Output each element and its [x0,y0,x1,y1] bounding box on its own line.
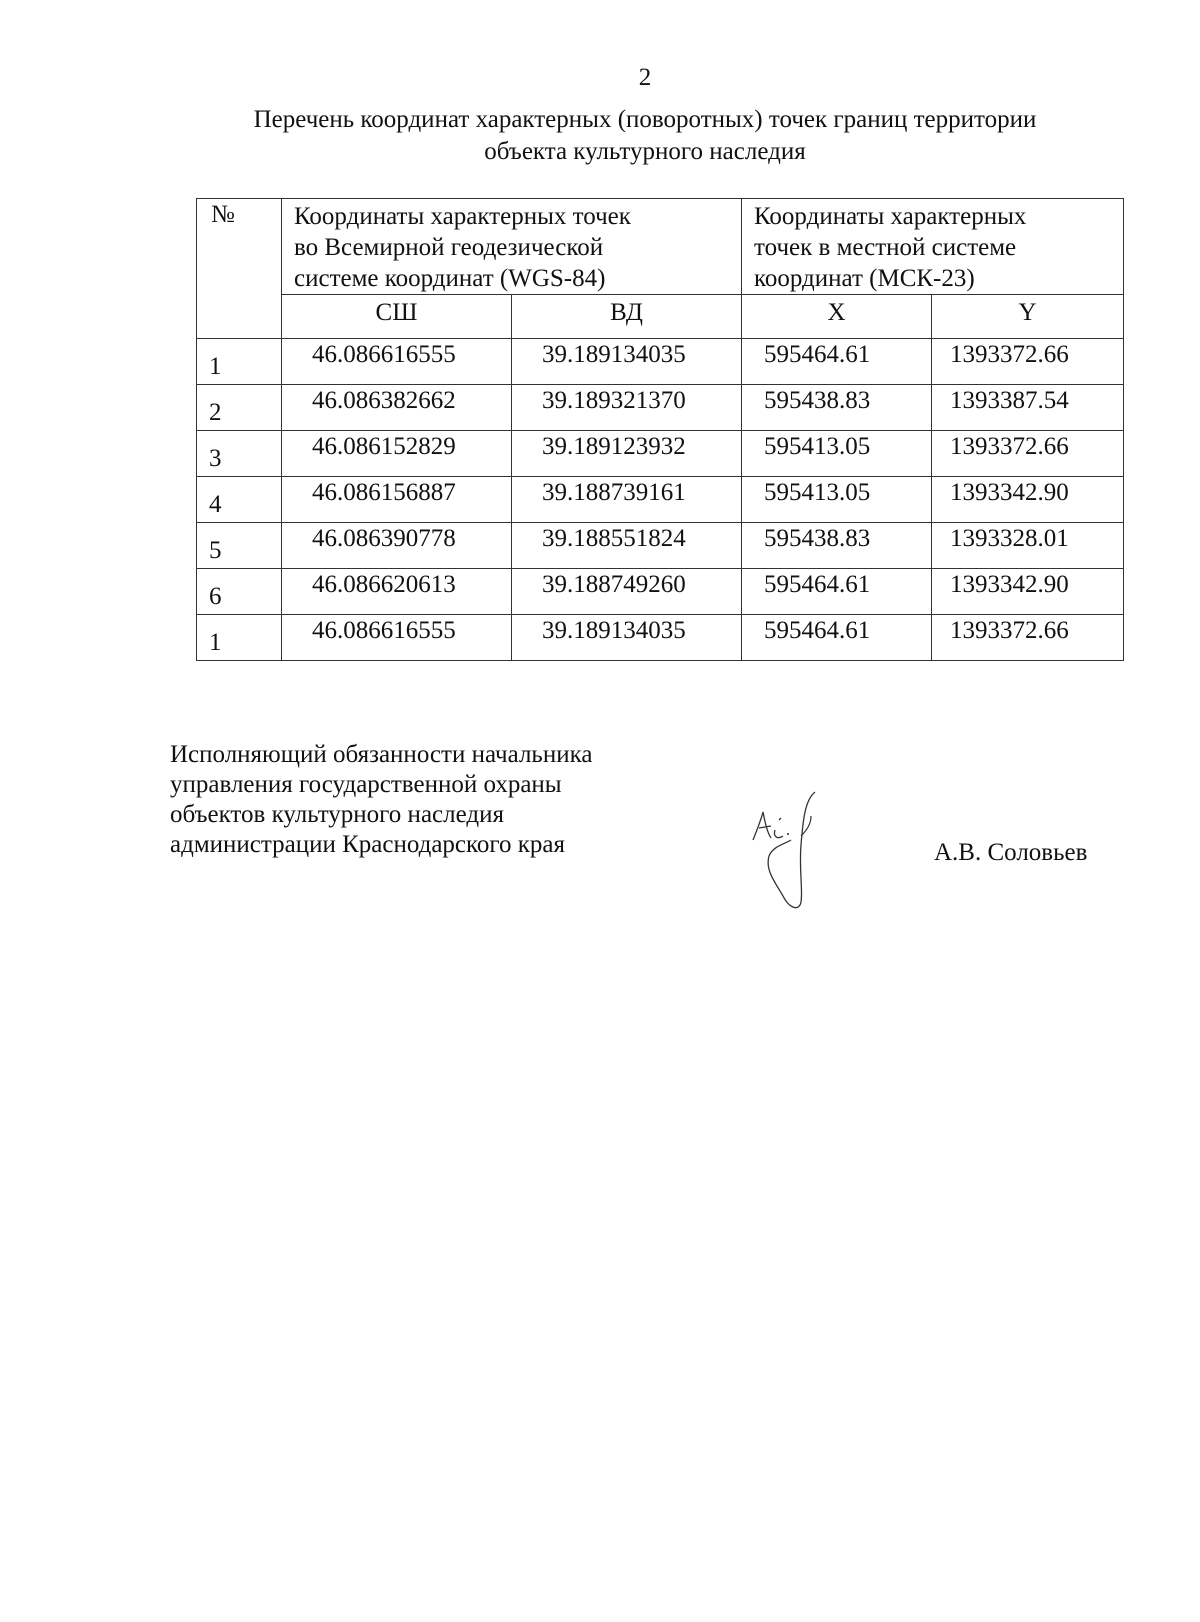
y-cell: 1393372.66 [932,431,1124,477]
longitude-cell: 39.188749260 [512,569,742,615]
table-row [197,523,1124,569]
subheader-x: X [742,295,932,339]
signatory-position-line-4: администрации Краснодарского края [170,831,566,858]
point-number: 2 [197,385,282,431]
signatory-position-line-2: управления государственной охраны [170,771,562,798]
y-cell: 1393372.66 [932,615,1124,661]
page-number: 2 [638,64,652,91]
header-wgs84 [282,199,742,295]
longitude-cell: 39.188739161 [512,477,742,523]
document-title [150,104,1140,168]
point-number: 1 [197,615,282,661]
table-subheader-row [197,295,1124,339]
table-row [197,615,1124,661]
subheader-longitude: ВД [512,295,742,339]
longitude-cell: 39.188551824 [512,523,742,569]
header-wgs84-line-1: Координаты характерных точек [294,203,631,230]
header-wgs84-line-2: во Всемирной геодезической [294,234,604,261]
signer-name: А.В. Соловьев [934,839,1088,866]
table-row [197,477,1124,523]
point-number: 6 [197,569,282,615]
x-cell: 595464.61 [742,615,932,661]
point-number: 4 [197,477,282,523]
latitude-cell: 46.086382662 [282,385,512,431]
latitude-cell: 46.086620613 [282,569,512,615]
header-msk23-line-1: Координаты характерных [754,203,1027,230]
latitude-cell: 46.086156887 [282,477,512,523]
x-cell: 595438.83 [742,523,932,569]
table-row [197,569,1124,615]
table-row [197,339,1124,385]
latitude-cell: 46.086616555 [282,615,512,661]
handwritten-signature [745,790,825,920]
longitude-cell: 39.189134035 [512,339,742,385]
header-msk23-line-2: точек в местной системе [754,234,1017,261]
x-cell: 595438.83 [742,385,932,431]
coordinates-table [196,198,1124,661]
header-number: № [197,199,282,339]
point-number: 5 [197,523,282,569]
y-cell: 1393387.54 [932,385,1124,431]
longitude-cell: 39.189134035 [512,615,742,661]
table-row [197,385,1124,431]
x-cell: 595413.05 [742,477,932,523]
subheader-y: Y [932,295,1124,339]
header-msk23-line-3: координат (МСК-23) [754,265,975,292]
x-cell: 595464.61 [742,569,932,615]
y-cell: 1393342.90 [932,477,1124,523]
y-cell: 1393372.66 [932,339,1124,385]
x-cell: 595464.61 [742,339,932,385]
document-title-line-2: объекта культурного наследия [484,138,806,165]
y-cell: 1393342.90 [932,569,1124,615]
x-cell: 595413.05 [742,431,932,477]
subheader-latitude: СШ [282,295,512,339]
longitude-cell: 39.189123932 [512,431,742,477]
signatory-position-line-3: объектов культурного наследия [170,801,504,828]
latitude-cell: 46.086152829 [282,431,512,477]
table-row [197,431,1124,477]
longitude-cell: 39.189321370 [512,385,742,431]
table-header-row [197,199,1124,295]
signatory-position-line-1: Исполняющий обязанности начальника [170,741,593,768]
latitude-cell: 46.086616555 [282,339,512,385]
document-title-line-1: Перечень координат характерных (поворотных) точек границ территории [253,106,1037,133]
point-number: 1 [197,339,282,385]
point-number: 3 [197,431,282,477]
header-msk23 [742,199,1124,295]
header-wgs84-line-3: системе координат (WGS-84) [294,265,606,292]
latitude-cell: 46.086390778 [282,523,512,569]
y-cell: 1393328.01 [932,523,1124,569]
signatory-position [170,740,592,860]
